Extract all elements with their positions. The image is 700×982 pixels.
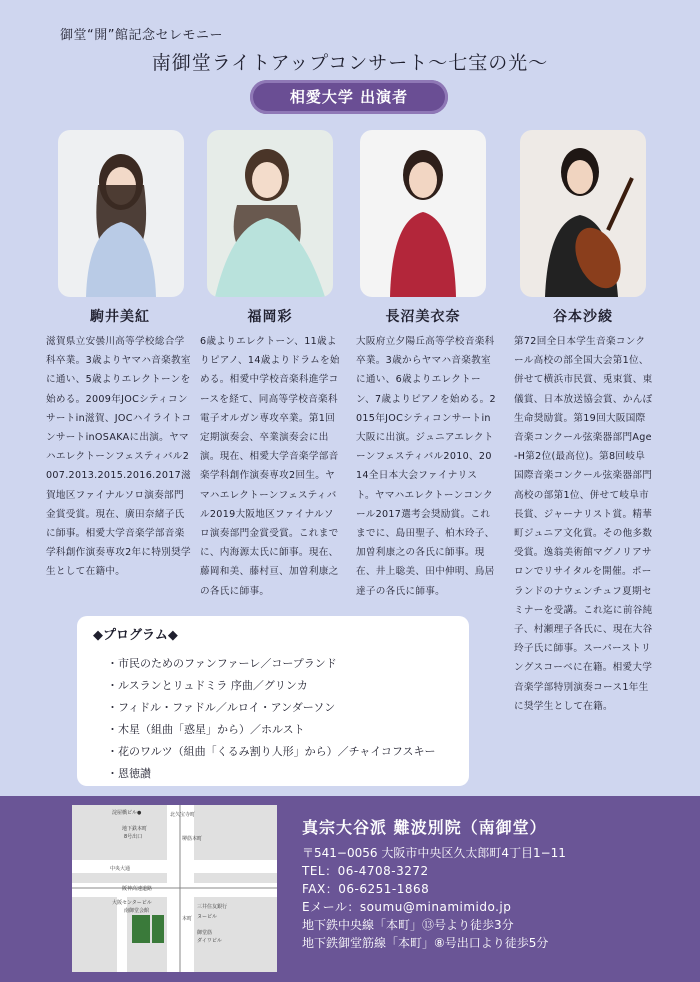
fax-number: FAX：06-6251-1868 <box>302 882 430 896</box>
performer-photo-1 <box>58 130 184 297</box>
access-map <box>72 805 277 972</box>
performer-bio-4: 第72回全日本学生音楽コンクール高校の部全国大会第1位、併せて横浜市民賞、兎束賞、東儀賞、日本放送協会賞、かんぽ生命奨励賞。第19回大阪国際音楽コンクール弦楽器部門Age-H第2位(最高位)。第8回岐阜国際音楽コンクール弦楽器部門高校の部第1位、併せて岐阜市長賞、ジャーナリスト賞。精華町ジュニア文化賞。その他多数受賞。逸翁美術館マグノリアサロンでリサイタルを開催。ポーランドのナウェンチュフ夏期セミナーを受講。これ迄に前谷純子、村瀬理子各氏に、現在大谷玲子氏に師事。スーパーストリングスコーベに在籍。相愛大学音楽学部特別演奏コース1年生に奨学生として在籍。 <box>514 336 653 712</box>
program-item: ・花のワルツ（組曲「くるみ割り人形」から）／チャイコフスキー <box>107 745 436 758</box>
map-label: 堺筋本町 <box>182 836 203 842</box>
performer-name-4: 谷本沙綾 <box>553 309 613 325</box>
map-label: 本町 <box>182 916 193 922</box>
venue-address: 〒541−0056 大阪市中央区久太郎町4丁目1−11 <box>302 846 566 860</box>
map-label: 三井住友銀行 <box>197 904 228 910</box>
concert-title: 南御堂ライトアップコンサート〜七宝の光〜 <box>151 52 549 74</box>
email-address: Eメール：soumu@minamimido.jp <box>302 900 512 914</box>
program-item: ・ルスランとリュドミラ 序曲／グリンカ <box>107 679 308 692</box>
map-label: 8号出口 <box>124 834 143 840</box>
access-line-2: 地下鉄御堂筋線「本町」⑧号出口より徒歩5分 <box>302 936 549 950</box>
contact-block <box>302 844 566 952</box>
performer-name-2: 福岡彩 <box>247 309 293 325</box>
program-item: ・恩徳讃 <box>107 767 151 780</box>
map-label: ダイワビル <box>197 938 222 944</box>
map-label: 北久宝寺町 <box>170 812 196 818</box>
map-label: 阪神高速道路 <box>122 886 153 892</box>
program-list <box>93 653 453 785</box>
performer-photo-4 <box>520 130 646 297</box>
program-box <box>77 616 469 786</box>
program-heading: ◆プログラム◆ <box>93 628 178 643</box>
performer-photo-3 <box>360 130 486 297</box>
phone-number: TEL：06-4708-3272 <box>302 864 429 878</box>
performer-photo-2 <box>207 130 333 297</box>
map-label: 御堂筋 <box>197 930 213 936</box>
performer-bio-3: 大阪府立夕陽丘高等学校音楽科卒業。3歳からヤマハ音楽教室に通い、6歳よりエレクトーン、7歳よりピアノを始める。2015年JOCシティコンサートin大阪に出演。ジュニアエレクトーンフェスティバル2010、2014全日本大会ファイナリスト。ヤマハエレクトーンコンクール2017選考会奨励賞。これまでに、島田聖子、柏木玲子、加曽利康之の各氏に師事。現在、井上聡美、田中伸明、鳥居達子の各氏に師事。 <box>356 336 496 597</box>
map-label: 地下鉄本町 <box>122 826 148 832</box>
program-item: ・フィドル・ファドル／ルロイ・アンダーソン <box>107 701 336 714</box>
pre-title: 御堂“開”館記念セレモニー <box>60 28 223 43</box>
map-label: 中央大通 <box>110 866 131 872</box>
program-item: ・木星（組曲「惑星」から）／ホルスト <box>107 723 305 736</box>
program-item: ・市民のためのファンファーレ／コープランド <box>107 657 337 670</box>
map-label: 淀屋橋ビル● <box>112 810 142 816</box>
performers-ribbon: 相愛大学 出演者 <box>250 80 448 114</box>
access-line-1: 地下鉄中央線「本町」⑬号より徒歩3分 <box>302 918 514 932</box>
map-label: ヌービル <box>197 914 218 920</box>
performer-name-3: 長沼美衣奈 <box>385 309 461 325</box>
performer-bio-1: 滋賀県立安曇川高等学校総合学科卒業。3歳よりヤマハ音楽教室に通い、5歳よりエレクトーンを始める。2009年JOCシティコンサートin滋賀、JOCハイライトコンサートinOSAKAに出演。ヤマハエレクトーンフェスティバル2007.2013.2015.2016.2017滋賀地区ファイナルソロ演奏部門金賞受賞。現在、廣田奈緒子氏に師事。相愛大学音楽学部音楽学科創作演奏専攻2年に特別奨学生として在籍中。 <box>46 336 192 578</box>
map-label: 大阪センタービル <box>112 900 152 906</box>
performer-name-1: 駒井美紅 <box>90 309 150 325</box>
venue-name: 真宗大谷派 難波別院（南御堂） <box>302 818 547 837</box>
performer-bio-2: 6歳よりエレクトーン、11歳よりピアノ、14歳よりドラムを始める。相愛中学校音楽科進学コースを経て、同高等学校音楽科電子オルガン専攻卒業。第1回定期演奏会、卒業演奏会に出演。現在、相愛大学音楽学部音楽学科創作演奏専攻2回生。ヤマハエレクトーンフェスティバル2019大阪地区ファイナルソロ演奏部門金賞受賞。これまでに、内海源太氏に師事。現在、藤岡和美、藤村亘、加曽利康之の各氏に師事。 <box>200 336 340 597</box>
map-label: 南御堂会館 <box>124 908 150 914</box>
